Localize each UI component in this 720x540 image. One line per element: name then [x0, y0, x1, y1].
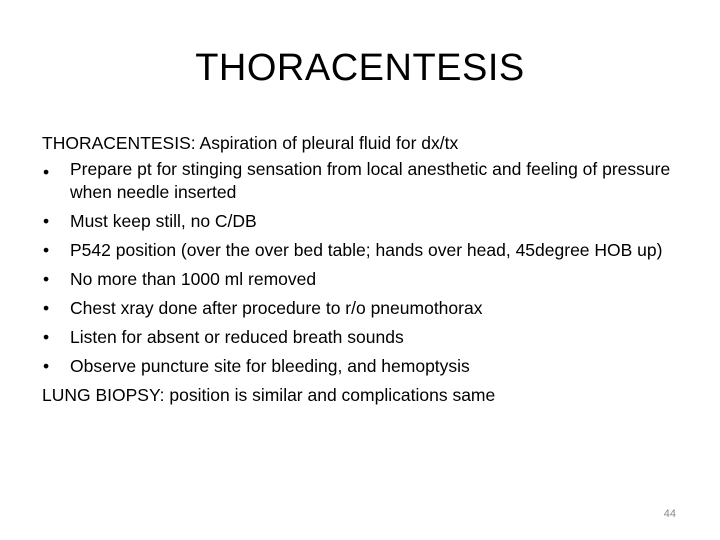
- list-item: [42, 352, 682, 381]
- bullet-icon: •: [43, 269, 50, 289]
- bullet-icon: •: [43, 240, 50, 260]
- bullet-text: P542 position (over the over bed table; hands over head, 45degree HOB up): [70, 240, 663, 260]
- list-item: [42, 236, 682, 265]
- bullet-icon: •: [43, 298, 50, 318]
- list-item: [42, 207, 682, 236]
- bullet-text: Chest xray done after procedure to r/o pneumothorax: [70, 298, 483, 318]
- list-item: [42, 265, 682, 294]
- bullet-icon: •: [43, 327, 50, 347]
- bullet-text: Must keep still, no C/DB: [70, 211, 257, 231]
- list-item: [42, 294, 682, 323]
- bullet-icon: •: [43, 356, 50, 376]
- list-item: [42, 323, 682, 352]
- intro-text: THORACENTESIS: Aspiration of pleural fluid for dx/tx: [42, 133, 459, 153]
- bullet-text: Observe puncture site for bleeding, and hemoptysis: [70, 356, 470, 376]
- slide-title: THORACENTESIS: [195, 47, 525, 89]
- slide-body: [42, 129, 682, 410]
- page-number: 44: [663, 508, 676, 520]
- bullet-text: Listen for absent or reduced breath sounds: [70, 327, 404, 347]
- list-item: [42, 158, 682, 207]
- bullet-icon: •: [43, 162, 50, 182]
- bullet-icon: •: [43, 211, 50, 231]
- bullet-text: No more than 1000 ml removed: [70, 269, 317, 289]
- outro-text: LUNG BIOPSY: position is similar and complications same: [42, 385, 496, 405]
- bullet-text: Prepare pt for stinging sensation from local anesthetic and feeling of pressure when needle inserted: [70, 159, 671, 202]
- bullet-list: [42, 158, 682, 381]
